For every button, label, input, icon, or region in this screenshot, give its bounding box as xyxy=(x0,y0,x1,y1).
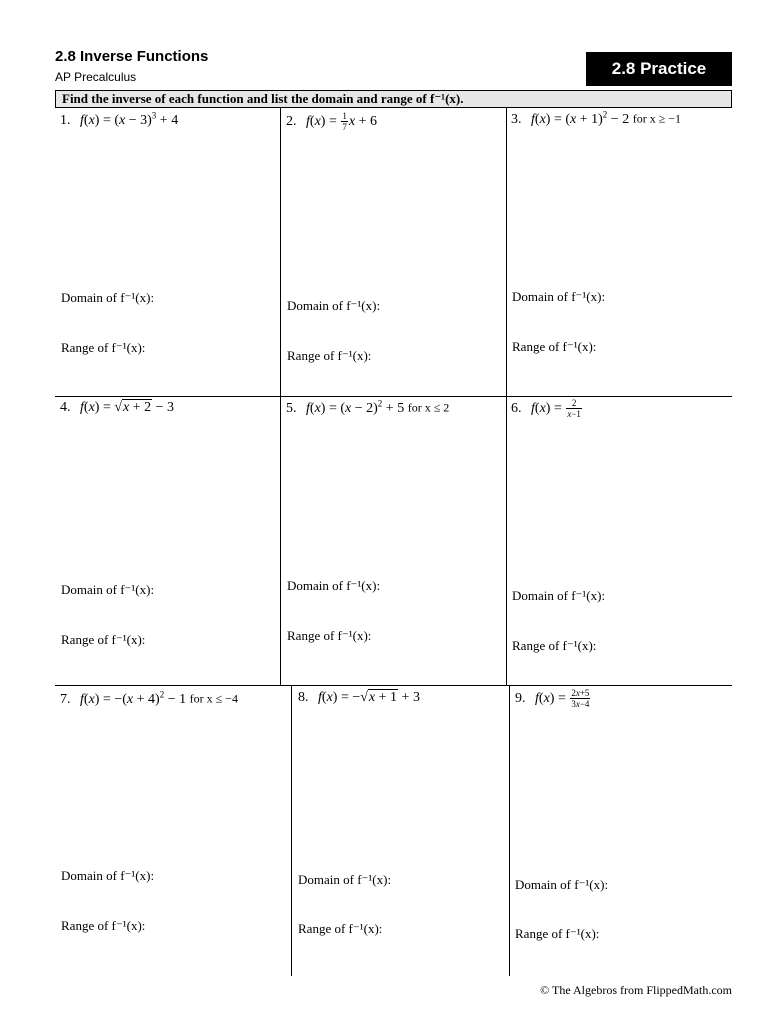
copyright-footer: © The Algebros from FlippedMath.com xyxy=(540,983,732,997)
problem-function: $f(x) = (x - 2)^2 + 5$ xyxy=(306,398,405,416)
range-label: Range of f⁻¹(x): xyxy=(515,926,600,941)
grid-divider xyxy=(280,108,281,686)
instructions-bar xyxy=(55,90,732,108)
problem-number: 9. xyxy=(515,690,526,706)
problem-condition: for x ≥ −1 xyxy=(632,111,682,126)
problem-function: $f(x) = (x + 1)^2 - 2$ xyxy=(531,109,630,127)
domain-label: Domain of f⁻¹(x): xyxy=(298,872,392,887)
problem-number: 3. xyxy=(511,111,522,127)
grid-divider xyxy=(506,108,507,686)
grid-divider xyxy=(55,685,732,686)
problem-number: 5. xyxy=(286,400,297,416)
problem-number: 4. xyxy=(60,400,71,415)
practice-badge xyxy=(586,52,732,86)
range-label: Range of f⁻¹(x): xyxy=(61,918,146,933)
problem-8 xyxy=(298,690,420,706)
problem-function: f(x) = −√x + 1 + 3 xyxy=(318,690,420,705)
range-label: Range of f⁻¹(x): xyxy=(61,340,146,355)
problem-9 xyxy=(515,688,591,709)
problem-function: f(x) = √x + 2 − 3 xyxy=(80,400,175,415)
problem-3 xyxy=(511,109,681,128)
problem-number: 8. xyxy=(298,690,309,705)
domain-label: Domain of f⁻¹(x): xyxy=(287,578,381,593)
problem-function: f(x) = $\frac{2x+5}{3x-4}$ xyxy=(535,688,590,709)
domain-label: Domain of f⁻¹(x): xyxy=(515,877,609,892)
domain-label: Domain of f⁻¹(x): xyxy=(61,868,155,883)
problem-number: 7. xyxy=(60,691,71,707)
domain-label: Domain of f⁻¹(x): xyxy=(61,582,155,597)
practice-badge-label: 2.8 Practice xyxy=(611,59,707,78)
range-label: Range of f⁻¹(x): xyxy=(61,632,146,647)
problem-number: 1. xyxy=(60,112,71,128)
problem-7 xyxy=(60,689,238,708)
fraction: $\frac{2x+5}{3x-4}$ xyxy=(571,688,590,709)
problem-2 xyxy=(286,111,377,132)
worksheet-title: 2.8 Inverse Functions xyxy=(55,48,209,65)
problem-1 xyxy=(60,110,178,129)
problem-number: 2. xyxy=(286,113,297,129)
range-label: Range of f⁻¹(x): xyxy=(298,921,383,936)
problem-condition: for x ≤ 2 xyxy=(407,400,450,415)
problem-function: $f(x) = -(x + 4)^2 - 1$ xyxy=(80,689,187,707)
range-label: Range of f⁻¹(x): xyxy=(512,339,597,354)
range-label: Range of f⁻¹(x): xyxy=(287,628,372,643)
fraction: $\frac{1}{7}$ xyxy=(342,111,347,132)
grid-divider xyxy=(291,686,292,976)
domain-label: Domain of f⁻¹(x): xyxy=(287,298,381,313)
problem-6 xyxy=(511,398,583,419)
problem-function: f(x) = $\frac{1}{7}$ x + 6 xyxy=(306,111,377,132)
grid-divider xyxy=(55,396,732,397)
fraction: $\frac{2}{x-1}$ xyxy=(567,398,581,419)
problem-5 xyxy=(286,398,449,417)
grid-divider xyxy=(509,686,510,976)
domain-label: Domain of f⁻¹(x): xyxy=(512,289,606,304)
range-label: Range of f⁻¹(x): xyxy=(512,638,597,653)
domain-label: Domain of f⁻¹(x): xyxy=(512,588,606,603)
problem-4 xyxy=(60,400,174,416)
domain-label: Domain of f⁻¹(x): xyxy=(61,290,155,305)
problem-function: $f(x) = (x - 3)^3 + 4$ xyxy=(80,110,179,128)
instructions-text: Find the inverse of each function and list the domain and range of f⁻¹(x). xyxy=(62,91,464,106)
problem-condition: for x ≤ −4 xyxy=(189,691,238,706)
problem-function: f(x) = $\frac{2}{x-1}$ xyxy=(531,398,581,419)
problem-number: 6. xyxy=(511,400,522,416)
range-label: Range of f⁻¹(x): xyxy=(287,348,372,363)
course-name: AP Precalculus xyxy=(55,70,137,84)
